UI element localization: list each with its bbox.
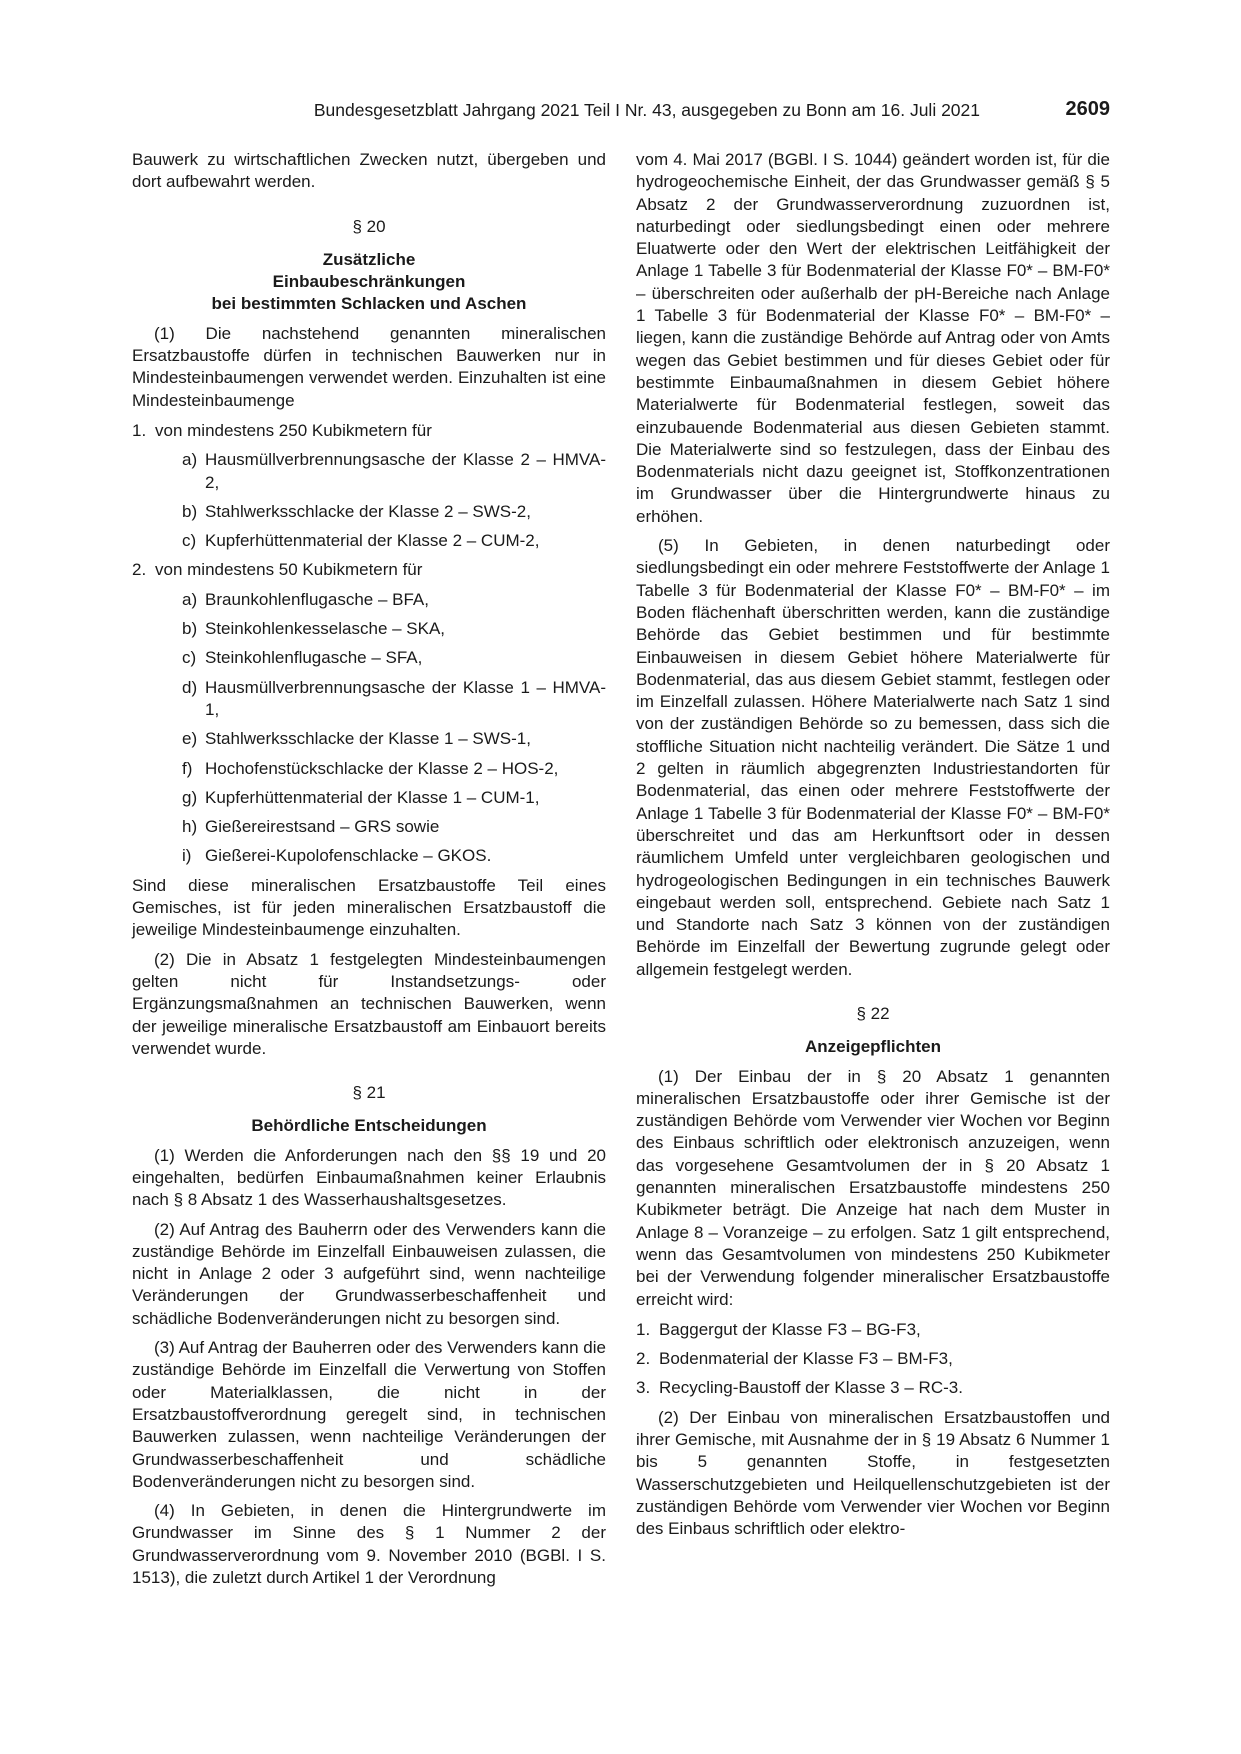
sub-list-item: [155, 728, 606, 750]
sub-item-label: c): [182, 531, 197, 551]
sub-item-label: g): [182, 787, 198, 807]
sub-list-item: [155, 677, 606, 722]
left-column: [132, 149, 606, 1589]
paragraph-21-3: (3) Auf Antrag der Bauherren oder des Verwenders kann die zuständige Behörde im Einzelfall die Verwertung von Stoffen oder Materialklassen, die nicht in der Ersatzbaustoffverordnung geregelt sind, in technischen Bauwerken zulassen, wenn nachteilige Veränderungen der Grundwasserbeschaffenheit und schädliche Bodenveränderungen nicht zu besorgen sind.: [132, 1338, 606, 1491]
sub-item-label: b): [182, 501, 198, 521]
sub-list-item: [155, 758, 606, 780]
sub-list-2: [155, 589, 606, 868]
sub-list-item: [155, 618, 606, 640]
sub-item-label: d): [182, 677, 198, 697]
paragraph-21-4-continued: vom 4. Mai 2017 (BGBl. I S. 1044) geändert worden ist, für die hydrogeochemische Einheit, der das Grundwasser gemäß § 5 Absatz 2 der Grundwasserverordnung zuzuordnen ist, naturbedingt oder siedlungsbedingt einen oder mehrere Eluatwerte oder den Wert der elektrischen Leitfähigkeit der Anlage 1 Tabelle 3 für Bodenmaterial der Klasse F0* – BM-F0* – überschreiten oder außerhalb der pH-Bereiche nach Anlage 1 Tabelle 3 für Bodenmaterial der Klasse F0* – BM-F0* – liegen, kann die zuständige Behörde auf Antrag oder von Amts wegen das Gebiet bestimmen und für dieses Gebiet oder für bestimmte Einbaumaßnahmen in diesem Gebiet höhere Materialwerte für Bodenmaterial festlegen, soweit das einzubauende Bodenmaterial aus diesen Gebieten stammt. Die Materialwerte sind so festzulegen, dass der Einbau des Bodenmaterials nicht dazu geeignet ist, Stoffkonzentrationen im Grundwasser über die Hintergrundwerte hinaus zu erhöhen.: [636, 150, 1110, 526]
sub-item-text: Gießerei-Kupolofenschlacke – GKOS.: [205, 846, 492, 866]
list-item: [636, 1319, 1110, 1341]
list-item-label: 1.: [132, 420, 147, 440]
section-number-21: § 21: [352, 1083, 386, 1103]
list-item-text: von mindestens 250 Kubikmetern für: [155, 420, 432, 440]
section-number-22: § 22: [856, 1003, 890, 1023]
intro-paragraph: Bauwerk zu wirtschaftlichen Zwecken nutzt, übergeben und dort aufbewahrt werden.: [132, 150, 606, 192]
sub-list-item: [155, 589, 606, 611]
section-title-22: Anzeigepflichten: [804, 1037, 941, 1057]
page-number: 2609: [1065, 98, 1110, 120]
list-item-text: Recycling-Baustoff der Klasse 3 – RC-3.: [659, 1378, 963, 1398]
sub-item-text: Hausmüllverbrennungsasche der Klasse 1 – HMVA-1,: [205, 677, 606, 719]
list-item-label: 1.: [636, 1319, 651, 1339]
list-item: [132, 420, 606, 552]
sub-item-label: c): [182, 648, 197, 668]
header-text: Bundesgesetzblatt Jahrgang 2021 Teil I Nr. 43, ausgegeben zu Bonn am 16. Juli 2021: [313, 100, 980, 120]
sub-item-label: a): [182, 589, 198, 609]
section-title-20-line2: Einbaubeschränkungen: [272, 272, 466, 292]
paragraph-20-mixture: Sind diese mineralischen Ersatzbaustoffe Teil eines Gemisches, ist für jeden mineralischen Ersatzbaustoff die jeweilige Mindesteinbaumenge einzuhalten.: [132, 875, 606, 940]
numbered-list-22: [636, 1319, 1110, 1400]
paragraph-20-1: (1) Die nachstehend genannten mineralischen Ersatzbaustoffe dürfen in technischen Bauwerken nur in Mindesteinbaumengen verwendet werden. Einzuhalten ist eine Mindesteinbaumenge: [132, 323, 606, 410]
sub-list-item: [155, 449, 606, 494]
sub-item-text: Hochofenstückschlacke der Klasse 2 – HOS-2,: [205, 758, 559, 778]
paragraph-22-2: (2) Der Einbau von mineralischen Ersatzbaustoffen und ihrer Gemische, mit Ausnahme der in § 19 Absatz 6 Nummer 1 bis 5 genannten Stoffe, in festgesetzten Wasserschutzgebieten und Heilquellenschutzgebieten ist der zuständigen Behörde vom Verwender vier Wochen vor Beginn des Einbaus schriftlich oder elektro-: [636, 1407, 1110, 1539]
list-item-text: Baggergut der Klasse F3 – BG-F3,: [659, 1319, 921, 1339]
paragraph-20-2: (2) Die in Absatz 1 festgelegten Mindesteinbaumengen gelten nicht für Instandsetzungs- oder Ergänzungsmaßnahmen an technischen Bauwerken, wenn der jeweilige mineralische Ersatzbaustoff am Einbauort bereits verwendet wurde.: [132, 949, 606, 1058]
sub-list-item: [155, 845, 606, 867]
sub-list-item: [155, 647, 606, 669]
list-item-label: 2.: [132, 560, 147, 580]
sub-item-text: Steinkohlenkesselasche – SKA,: [205, 619, 446, 639]
sub-list-item: [155, 501, 606, 523]
list-item: [636, 1348, 1110, 1370]
sub-item-text: Braunkohlenflugasche – BFA,: [205, 589, 429, 609]
paragraph-21-1: (1) Werden die Anforderungen nach den §§ 19 und 20 eingehalten, bedürfen Einbaumaßnahmen keiner Erlaubnis nach § 8 Absatz 1 des Wasserhaushaltsgesetzes.: [132, 1145, 606, 1210]
sub-item-text: Stahlwerksschlacke der Klasse 1 – SWS-1,: [205, 729, 531, 749]
list-item-label: 2.: [636, 1349, 651, 1369]
section-number-20: § 20: [352, 216, 386, 236]
sub-item-label: f): [182, 758, 193, 778]
list-item: [636, 1377, 1110, 1399]
right-column: [636, 149, 1110, 1541]
sub-item-text: Hausmüllverbrennungsasche der Klasse 2 – HMVA-2,: [205, 450, 606, 492]
paragraph-21-5: (5) In Gebieten, in denen naturbedingt oder siedlungsbedingt ein oder mehrere Feststoffwerte der Anlage 1 Tabelle 3 für Bodenmaterial der Klasse F0* – BM-F0* – im Boden flächenhaft überschritten werden, kann die zuständige Behörde das Gebiet bestimmen und für bestimmte Einbauweisen in diesem Gebiet höhere Materialwerte für Bodenmaterial, das aus diesem Gebiet stammt, festlegen oder im Einzelfall zulassen. Höhere Materialwerte nach Satz 1 sind von der zuständigen Behörde so zu bemessen, dass sich die stoffliche Situation nicht nachteilig verändert. Die Sätze 1 und 2 gelten in räumlich abgegrenzten Industriestandorten für Bodenmaterial, das einen oder mehrere Feststoffwerte der Anlage 1 Tabelle 3 für Bodenmaterial der Klasse F0* – BM-F0* überschreitet und das am Herkunftsort oder in dessen räumlichem Umfeld unter vergleichbaren geologischen und hydrogeologischen Bedingungen in ein technisches Bauwerk eingebaut werden soll, entsprechend. Gebiete nach Satz 1 und Standorte nach Satz 3 können von der zuständigen Behörde im Einzelfall der Bewertung zugrunde gelegt oder allgemein festgelegt werden.: [636, 536, 1110, 979]
paragraph-21-4: (4) In Gebieten, in denen die Hintergrundwerte im Grundwasser im Sinne des § 1 Nummer 2 der Grundwasserverordnung vom 9. November 2010 (BGBl. I S. 1513), die zuletzt durch Artikel 1 der Verordnung: [132, 1501, 606, 1588]
list-item-label: 3.: [636, 1378, 651, 1398]
sub-list-1: [155, 449, 606, 552]
numbered-list-20: [132, 420, 606, 868]
section-title-20-line1: Zusätzliche: [322, 249, 416, 269]
sub-item-label: h): [182, 817, 198, 837]
sub-list-item: [155, 530, 606, 552]
sub-item-text: Kupferhüttenmaterial der Klasse 2 – CUM-2,: [205, 531, 540, 551]
section-title-20: [132, 249, 606, 316]
sub-item-text: Steinkohlenflugasche – SFA,: [205, 648, 423, 668]
list-item-text: Bodenmaterial der Klasse F3 – BM-F3,: [659, 1349, 953, 1369]
paragraph-22-1: (1) Der Einbau der in § 20 Absatz 1 genannten mineralischen Ersatzbaustoffe oder ihrer Gemische ist der zuständigen Behörde vom Verwender vier Wochen vor Beginn des Einbaus schriftlich oder elektronisch anzuzeigen, wenn das vorgesehene Gesamtvolumen der in § 20 Absatz 1 genannten mineralischen Ersatzbaustoffe mindestens 250 Kubikmeter beträgt. Die Anzeige hat nach dem Muster in Anlage 8 – Voranzeige – zu erfolgen. Satz 1 gilt entsprechend, wenn das Gesamtvolumen von mindestens 250 Kubikmeter bei der Verwendung folgender mineralischer Ersatzbaustoffe erreicht wird:: [636, 1066, 1110, 1309]
sub-item-label: i): [182, 846, 192, 866]
sub-item-label: e): [182, 729, 198, 749]
sub-item-text: Gießereirestsand – GRS sowie: [205, 817, 440, 837]
section-title-20-line3: bei bestimmten Schlacken und Aschen: [211, 294, 527, 314]
list-item-text: von mindestens 50 Kubikmetern für: [155, 560, 423, 580]
paragraph-21-2: (2) Auf Antrag des Bauherrn oder des Verwenders kann die zuständige Behörde im Einzelfall Einbauweisen zulassen, die nicht in Anlage 2 oder 3 aufgeführt sind, wenn nachteilige Veränderungen der Grundwasserbeschaffenheit und schädliche Bodenveränderungen nicht zu besorgen sind.: [132, 1219, 606, 1328]
sub-list-item: [155, 816, 606, 838]
sub-item-text: Stahlwerksschlacke der Klasse 2 – SWS-2,: [205, 501, 531, 521]
section-title-21: Behördliche Entscheidungen: [251, 1116, 487, 1136]
sub-item-label: a): [182, 450, 198, 470]
page-header: [132, 100, 1110, 128]
sub-item-label: b): [182, 619, 198, 639]
sub-list-item: [155, 787, 606, 809]
list-item: [132, 559, 606, 867]
sub-item-text: Kupferhüttenmaterial der Klasse 1 – CUM-1,: [205, 787, 540, 807]
